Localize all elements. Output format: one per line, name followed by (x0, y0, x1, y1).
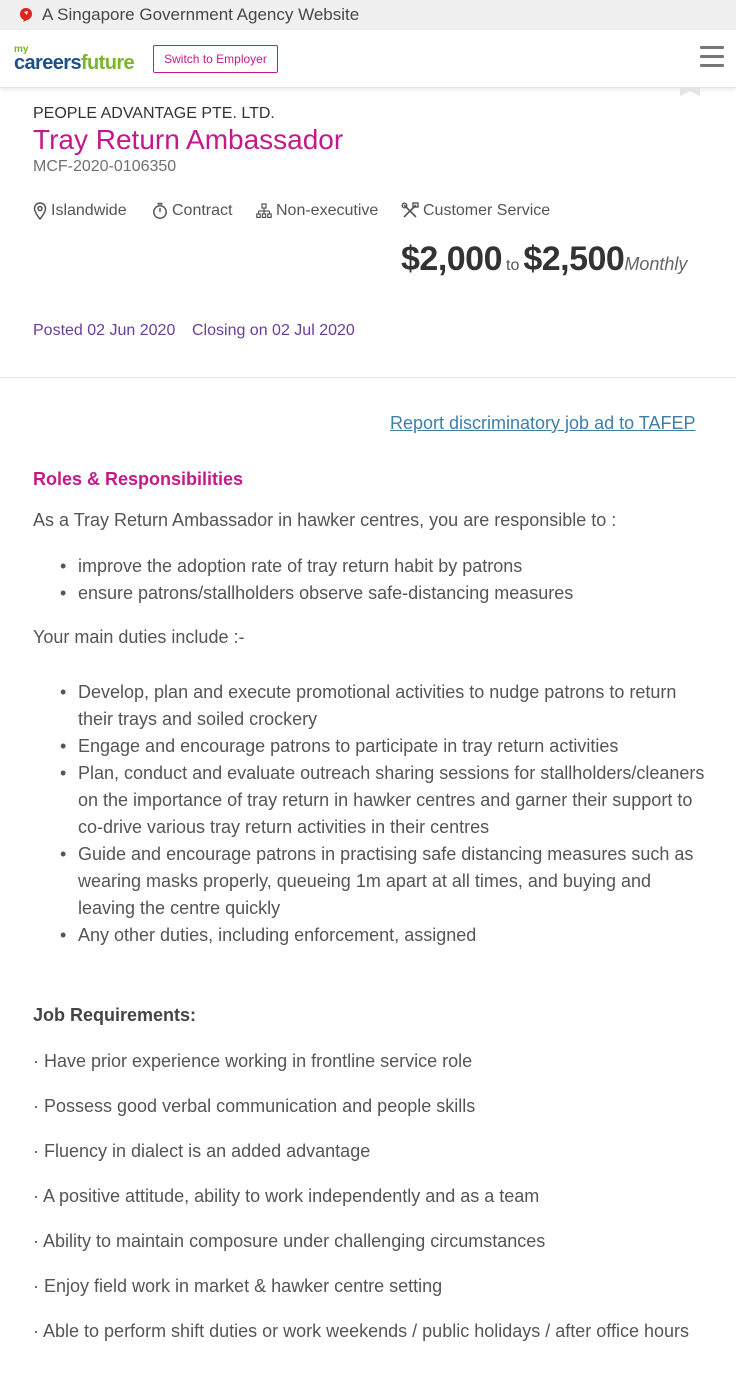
hamburger-menu-icon[interactable] (700, 46, 724, 68)
gov-banner-text: A Singapore Government Agency Website (42, 5, 360, 24)
salary-range (401, 240, 687, 279)
requirement-item: · Possess good verbal communication and people skills (33, 1096, 476, 1116)
job-category-text: Customer Service (423, 202, 551, 219)
requirement-item: · Ability to maintain composure under challenging circumstances (33, 1231, 546, 1251)
intro-list (78, 553, 708, 607)
logo-future: future (80, 52, 135, 74)
requirement-item: · Enjoy field work in market & hawker centre setting (33, 1276, 443, 1296)
top-nav (0, 30, 736, 88)
company-name[interactable]: PEOPLE ADVANTAGE PTE. LTD. (33, 105, 275, 122)
job-seniority-text: Non-executive (276, 202, 379, 219)
job-employment-type (152, 200, 232, 222)
switch-to-employer-button[interactable]: Switch to Employer (153, 45, 278, 73)
job-category (401, 200, 550, 222)
job-location-text: Islandwide (51, 202, 127, 219)
list-item: • Develop, plan and execute promotional activities to nudge patrons to return their trays and soiled crockery (78, 679, 708, 733)
lion-head-icon (18, 7, 34, 23)
list-item: • Guide and encourage patrons in practising safe distancing measures such as wearing masks properly, queueing 1m apart at all times, and buying and leaving the centre quickly (78, 841, 708, 922)
salary-min: $2,000 (401, 240, 502, 278)
roles-intro: As a Tray Return Ambassador in hawker centres, you are responsible to : (33, 510, 617, 530)
roles-heading: Roles & Responsibilities (33, 469, 244, 489)
salary-period: Monthly (624, 254, 688, 274)
section-divider (0, 377, 736, 378)
report-tafep-link[interactable]: Report discriminatory job ad to TAFEP (390, 413, 696, 433)
job-employment-type-text: Contract (172, 202, 233, 219)
requirement-item: · A positive attitude, ability to work independently and as a team (33, 1186, 540, 1206)
tools-icon (401, 202, 419, 220)
posted-date: Posted 02 Jun 2020 (33, 322, 176, 339)
closing-date: Closing on 02 Jul 2020 (192, 322, 355, 339)
mycareersfuture-logo[interactable] (14, 44, 144, 74)
job-location (33, 200, 127, 222)
org-chart-icon (256, 203, 272, 219)
salary-to: to (506, 257, 520, 274)
list-item: • Plan, conduct and evaluate outreach sharing sessions for stallholders/cleaners on the importance of tray return in hawker centres and garner their support to co-drive various tray return activities in their centres (78, 760, 708, 841)
duties-list (78, 679, 708, 949)
bookmark-icon[interactable] (680, 88, 700, 96)
requirements-heading: Job Requirements: (33, 1005, 197, 1025)
requirement-item: · Fluency in dialect is an added advantage (33, 1141, 371, 1161)
job-id: MCF-2020-0106350 (33, 158, 177, 175)
gov-banner (0, 0, 736, 30)
logo-wordmark (14, 52, 134, 75)
requirement-item: · Able to perform shift duties or work weekends / public holidays / after office hours (33, 1321, 689, 1341)
stopwatch-icon (152, 202, 168, 220)
list-item: • Any other duties, including enforcement, assigned (78, 922, 708, 949)
logo-my: my (14, 44, 29, 55)
logo-careers: careers (14, 52, 81, 74)
location-pin-icon (33, 202, 47, 220)
list-item: • improve the adoption rate of tray return habit by patrons (78, 553, 708, 580)
list-item: • ensure patrons/stallholders observe safe-distancing measures (78, 580, 708, 607)
list-item: • Engage and encourage patrons to participate in tray return activities (78, 733, 708, 760)
duties-intro: Your main duties include :- (33, 627, 245, 647)
requirement-item: · Have prior experience working in frontline service role (33, 1051, 473, 1071)
salary-max: $2,500 (523, 240, 625, 278)
job-seniority (256, 200, 378, 222)
job-title: Tray Return Ambassador (33, 124, 344, 155)
